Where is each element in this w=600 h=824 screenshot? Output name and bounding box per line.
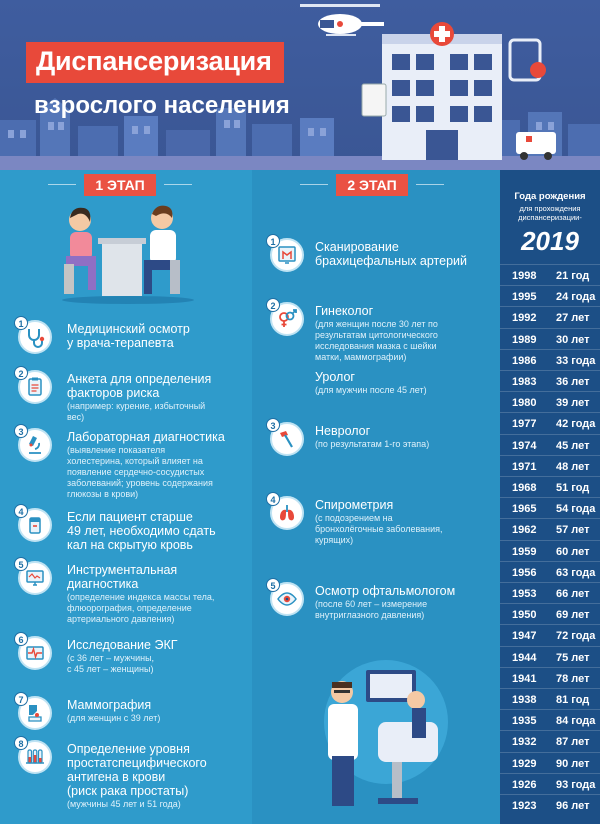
year-row	[500, 285, 600, 307]
stage1-item-number: 8	[14, 736, 28, 750]
stage2-item-title: Осмотр офтальмологом	[315, 584, 456, 598]
year-row	[500, 561, 600, 583]
birth-year: 1926	[512, 778, 537, 791]
stage2-item-note: матки, маммографии)	[315, 352, 407, 362]
age-value: 21 год	[556, 270, 590, 282]
stage2-item-number: 5	[266, 578, 280, 592]
age-value: 63 года	[556, 566, 596, 579]
birth-year: 1983	[512, 376, 537, 388]
stage2-item-note: (с подозрением на	[315, 513, 393, 523]
age-value: 93 года	[556, 778, 596, 791]
age-value: 30 лет	[556, 333, 590, 346]
stage1-item-title: простатспецифического	[67, 756, 207, 770]
birth-year: 1962	[512, 524, 537, 537]
birth-year: 1932	[512, 736, 537, 749]
stage1-item-title: Анкета для определения	[67, 372, 212, 386]
year-row	[500, 688, 600, 710]
stage1-item-title: Лабораторная диагностика	[67, 430, 225, 444]
age-value: 84 года	[556, 715, 596, 728]
stage1-item-number: 2	[14, 366, 28, 380]
birth-year: 1959	[512, 545, 537, 558]
stage1-item-note: появление сердечно-сосудистых	[67, 467, 205, 477]
birth-year: 1995	[512, 291, 537, 304]
stage1-item-title: 49 лет, необходимо сдать	[67, 524, 216, 538]
stage2-item-number: 1	[266, 234, 280, 248]
year-row	[500, 434, 600, 456]
year-row	[500, 730, 600, 752]
birth-year: 1935	[512, 715, 537, 728]
age-value: 24 года	[556, 291, 596, 304]
age-value: 51 год	[556, 482, 590, 494]
stage1-item-number: 1	[14, 316, 28, 330]
year-row	[500, 752, 600, 774]
age-value: 60 лет	[556, 545, 590, 558]
stage1-item-note: (выявление показателя	[67, 445, 166, 455]
years-heading: Года рождения	[514, 191, 586, 202]
year-row	[500, 328, 600, 350]
stage1-item-number: 5	[14, 557, 28, 571]
stage2-item-note: курящих)	[315, 535, 354, 545]
year-row	[500, 709, 600, 731]
stage1-item-note: заболеваний; уровень содержания	[67, 478, 213, 488]
year-row	[500, 582, 600, 604]
birth-year: 1941	[512, 672, 537, 685]
year-row	[500, 603, 600, 625]
header-banner	[0, 0, 600, 170]
age-value: 33 года	[556, 354, 596, 367]
stage2-item-title: брахицефальных артерий	[315, 254, 468, 268]
stage1-item-note: (для женщин с 39 лет)	[67, 713, 161, 723]
stage2-item-note: внутриглазного давления)	[315, 610, 425, 620]
birth-year: 1980	[512, 397, 537, 410]
age-value: 45 лет	[556, 439, 590, 452]
birth-year: 1977	[512, 418, 537, 431]
stage1-item-note: (например: курение, избыточный	[67, 401, 206, 411]
year-row	[500, 497, 600, 519]
birth-year: 1947	[512, 630, 537, 643]
stage1-item-title: Медицинский осмотр	[67, 322, 190, 336]
stage1-item-number: 4	[14, 504, 28, 518]
stage1-item-title: кал на скрытую кровь	[67, 538, 193, 552]
stage2-item-note: результатам цитологического	[315, 330, 438, 340]
stage2-item-number: 2	[266, 298, 280, 312]
birth-year: 1965	[512, 503, 537, 516]
age-value: 81 год	[556, 694, 590, 706]
year-row	[500, 349, 600, 371]
birth-year: 1950	[512, 609, 537, 622]
year-row	[500, 370, 600, 392]
birth-year: 1989	[512, 333, 537, 346]
year-row	[500, 540, 600, 562]
age-value: 72 года	[556, 630, 596, 643]
stage1-item-title: антигена в крови	[67, 770, 166, 784]
year-row	[500, 518, 600, 540]
doctor-consultation-illustration	[58, 200, 198, 304]
age-value: 27 лет	[556, 312, 590, 325]
birth-year: 1953	[512, 588, 537, 600]
stage2-item-note: (для женщин после 30 лет по	[315, 319, 438, 329]
stage1-item-note: (с 36 лет – мужчины,	[67, 653, 155, 663]
page-title-line2: взрослого населения	[34, 92, 290, 119]
stage1-item-note: глюкозы в крови)	[67, 489, 139, 499]
age-value: 48 лет	[556, 460, 590, 473]
age-value: 57 лет	[556, 524, 590, 537]
stage1-item-title: факторов риска	[67, 386, 160, 400]
year-row	[500, 264, 600, 286]
stage1-item-number: 6	[14, 632, 28, 646]
stage2-item-note: (после 60 лет – измерение	[315, 599, 428, 609]
age-value: 54 года	[556, 503, 596, 516]
stage2-item-number: 4	[266, 492, 280, 506]
birth-year: 1968	[512, 482, 537, 494]
stage2-item-number: 3	[266, 418, 280, 432]
page-title-line1: Диспансеризация	[26, 42, 284, 83]
stage1-badge: 1 ЭТАП	[84, 174, 156, 196]
year-row	[500, 455, 600, 477]
year-row	[500, 646, 600, 668]
birth-year: 1944	[512, 651, 537, 664]
birth-year: 1938	[512, 694, 537, 706]
stage1-item-title: Маммография	[67, 698, 152, 712]
hospital-illustration	[360, 14, 560, 164]
stage1-item-title: у врача-терапевта	[67, 336, 174, 350]
stage1-item-note: артериального давления)	[67, 614, 175, 624]
birth-year: 1923	[512, 800, 537, 812]
year-row	[500, 773, 600, 795]
stage1-item-note: флюорография, определение	[67, 603, 192, 613]
stage2-item-title: Гинеколог	[315, 304, 374, 318]
year-row	[500, 391, 600, 413]
birth-year: 1998	[512, 270, 537, 282]
stage1-item-title: Определение уровня	[67, 742, 190, 756]
years-year: 2019	[521, 226, 579, 256]
stage2-item-note: (по результатам 1-го этапа)	[315, 439, 430, 449]
stage1-item-number: 3	[14, 424, 28, 438]
stage1-item-title: Исследование ЭКГ	[67, 638, 178, 652]
age-value: 96 лет	[556, 800, 590, 812]
age-value: 90 лет	[556, 757, 590, 770]
year-row	[500, 476, 600, 498]
stage1-item-title: диагностика	[67, 577, 139, 591]
age-value: 36 лет	[556, 376, 590, 388]
stage2-item-title: Невролог	[315, 424, 371, 438]
stage1-item-note: с 45 лет – женщины)	[67, 664, 154, 674]
age-value: 42 года	[556, 418, 596, 431]
birth-year: 1929	[512, 757, 537, 770]
stage1-item-note: вес)	[67, 412, 85, 422]
stage2-item-note: (для мужчин после 45 лет)	[315, 385, 427, 395]
stage2-item-note: исследования мазка с шейки	[315, 341, 437, 351]
stage2-item-title: Уролог	[315, 370, 355, 384]
age-value: 69 лет	[556, 609, 590, 622]
year-row	[500, 667, 600, 689]
stage1-item-note: (мужчины 45 лет и 51 года)	[67, 799, 181, 809]
stage2-badge: 2 ЭТАП	[336, 174, 408, 196]
age-value: 39 лет	[556, 397, 590, 410]
year-row	[500, 794, 600, 816]
year-row	[500, 306, 600, 328]
year-row	[500, 624, 600, 646]
stage1-item-note: (определение индекса массы тела,	[67, 592, 215, 602]
age-value: 78 лет	[556, 672, 590, 685]
stage2-item-title: Спирометрия	[315, 498, 394, 512]
stage1-item-title: (риск рака простаты)	[67, 784, 189, 798]
age-value: 66 лет	[556, 588, 590, 600]
birth-year: 1986	[512, 354, 537, 367]
age-value: 75 лет	[556, 651, 590, 664]
stage1-item-note: холестерина, который влияет на	[67, 456, 203, 466]
birth-year: 1974	[512, 439, 537, 452]
birth-year: 1992	[512, 312, 537, 325]
stage2-item-title: Сканирование	[315, 240, 399, 254]
birth-year: 1971	[512, 460, 537, 473]
stage1-item-number: 7	[14, 692, 28, 706]
stage1-item-title: Если пациент старше	[67, 510, 193, 524]
birth-year: 1956	[512, 566, 537, 579]
helicopter-illustration	[290, 2, 390, 42]
years-subheading: для прохождения диспансеризации-	[518, 204, 582, 222]
year-row	[500, 412, 600, 434]
doctor-computer-illustration	[318, 652, 448, 816]
age-value: 87 лет	[556, 736, 590, 749]
stage2-item-note: бронхолёгочные заболевания,	[315, 524, 443, 534]
stage1-item-title: Инструментальная	[67, 563, 178, 577]
